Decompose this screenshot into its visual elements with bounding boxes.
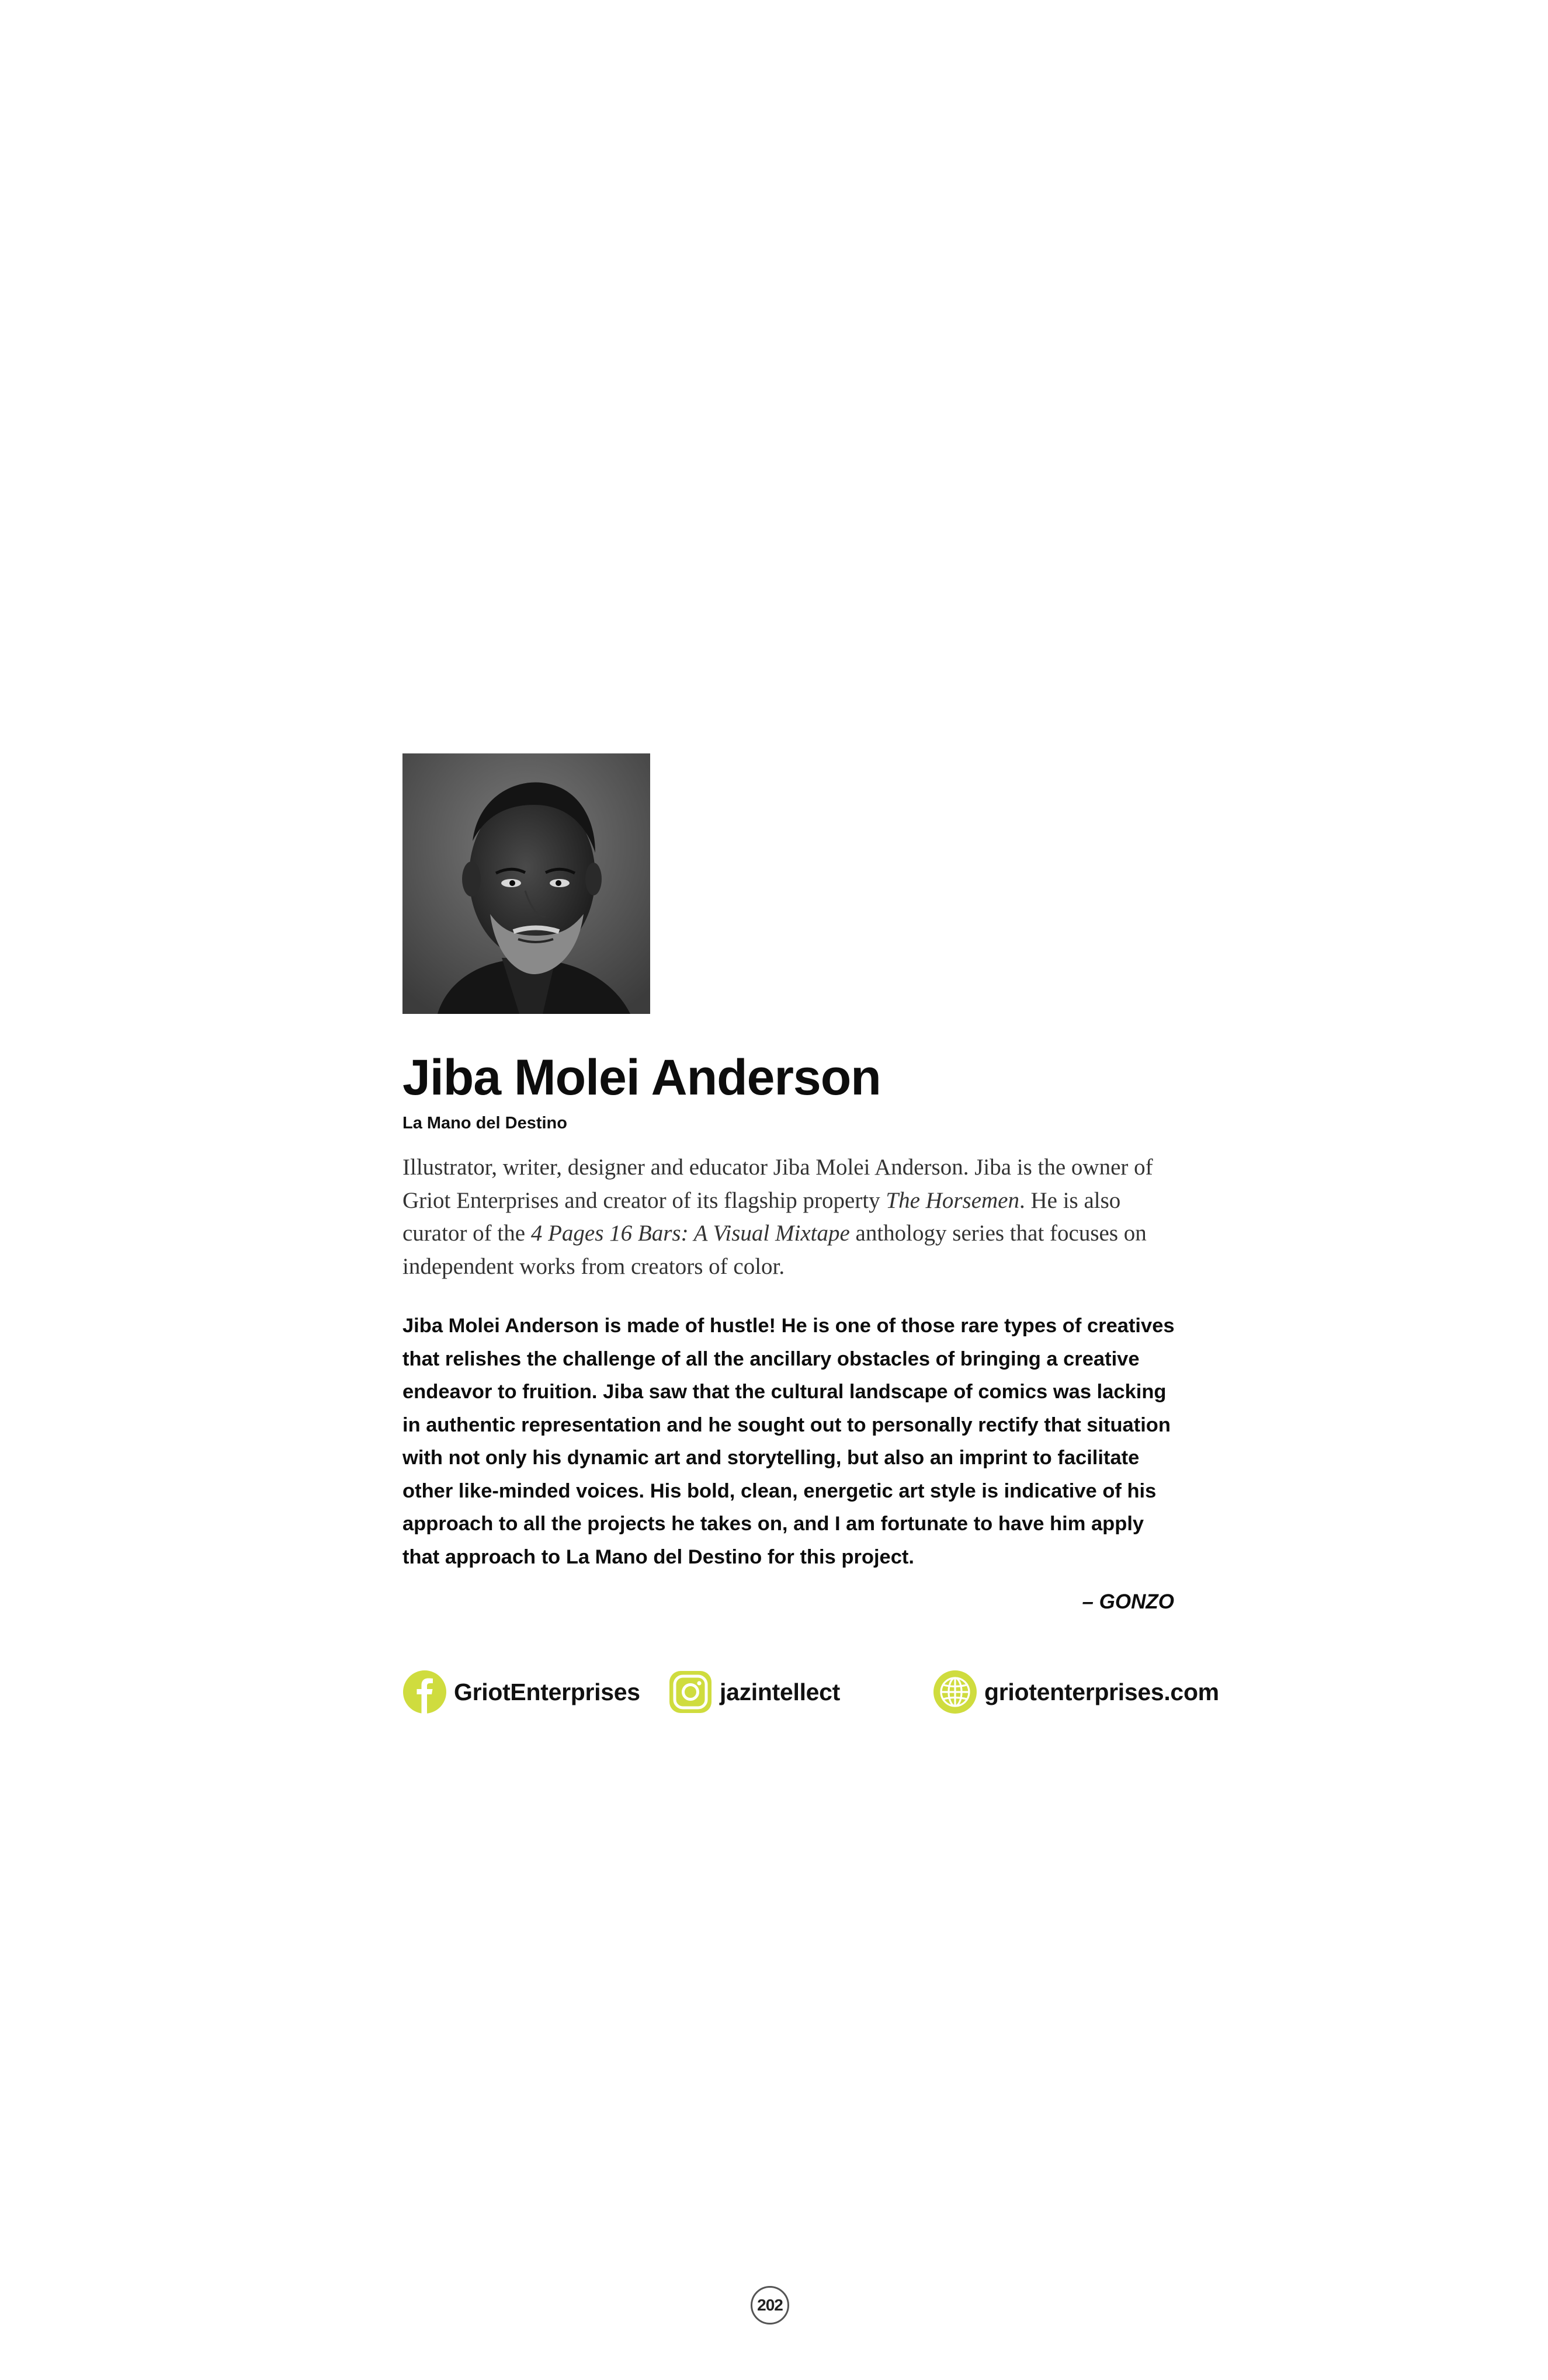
facebook-handle: GriotEnterprises <box>454 1679 640 1705</box>
page-number: 202 <box>751 2286 789 2325</box>
project-title: La Mano del Destino <box>402 1114 567 1132</box>
social-website[interactable] <box>933 1670 1219 1714</box>
instagram-icon <box>668 1670 713 1714</box>
author-portrait <box>402 753 650 1014</box>
bio-text-3: anthology series that focuses on independent works from creators of color. <box>402 1221 1147 1279</box>
social-instagram[interactable] <box>668 1670 840 1714</box>
bio-text-1: Illustrator, writer, designer and educator Jiba Molei Anderson. Jiba is the owner of Griot Enterprises and creator of its flagship property <box>402 1155 1153 1213</box>
website-url[interactable]: griotenterprises.com <box>984 1679 1219 1705</box>
editor-quote: Jiba Molei Anderson is made of hustle! He is one of those rare types of creatives that relishes the challenge of all the ancillary obstacles of bringing a creative endeavor to fruition. Jiba saw that the cultural landscape of comics was lacking in authentic representation and he sought out to personally rectify that situation with not only his dynamic art and storytelling, but also an imprint to facilitate other like-minded voices. His bold, clean, energetic art style is indicative of his approach to all the projects he takes on, and I am fortunate to have him apply that approach to La Mano del Destino for this project. <box>402 1315 1175 1568</box>
facebook-icon <box>402 1670 447 1714</box>
author-bio <box>402 1151 1179 1283</box>
author-name: Jiba Molei Anderson <box>402 1050 881 1106</box>
bio-text-2: . He is also curator of the <box>402 1187 1121 1246</box>
bio-title-horsemen: The Horsemen <box>886 1187 1019 1213</box>
instagram-handle: jazintellect <box>720 1679 841 1705</box>
bio-title-mixtape: 4 Pages 16 Bars: A Visual Mixtape <box>530 1221 850 1246</box>
globe-icon <box>933 1670 977 1714</box>
quote-attribution: – GONZO <box>1082 1590 1174 1613</box>
social-facebook[interactable] <box>402 1670 640 1714</box>
